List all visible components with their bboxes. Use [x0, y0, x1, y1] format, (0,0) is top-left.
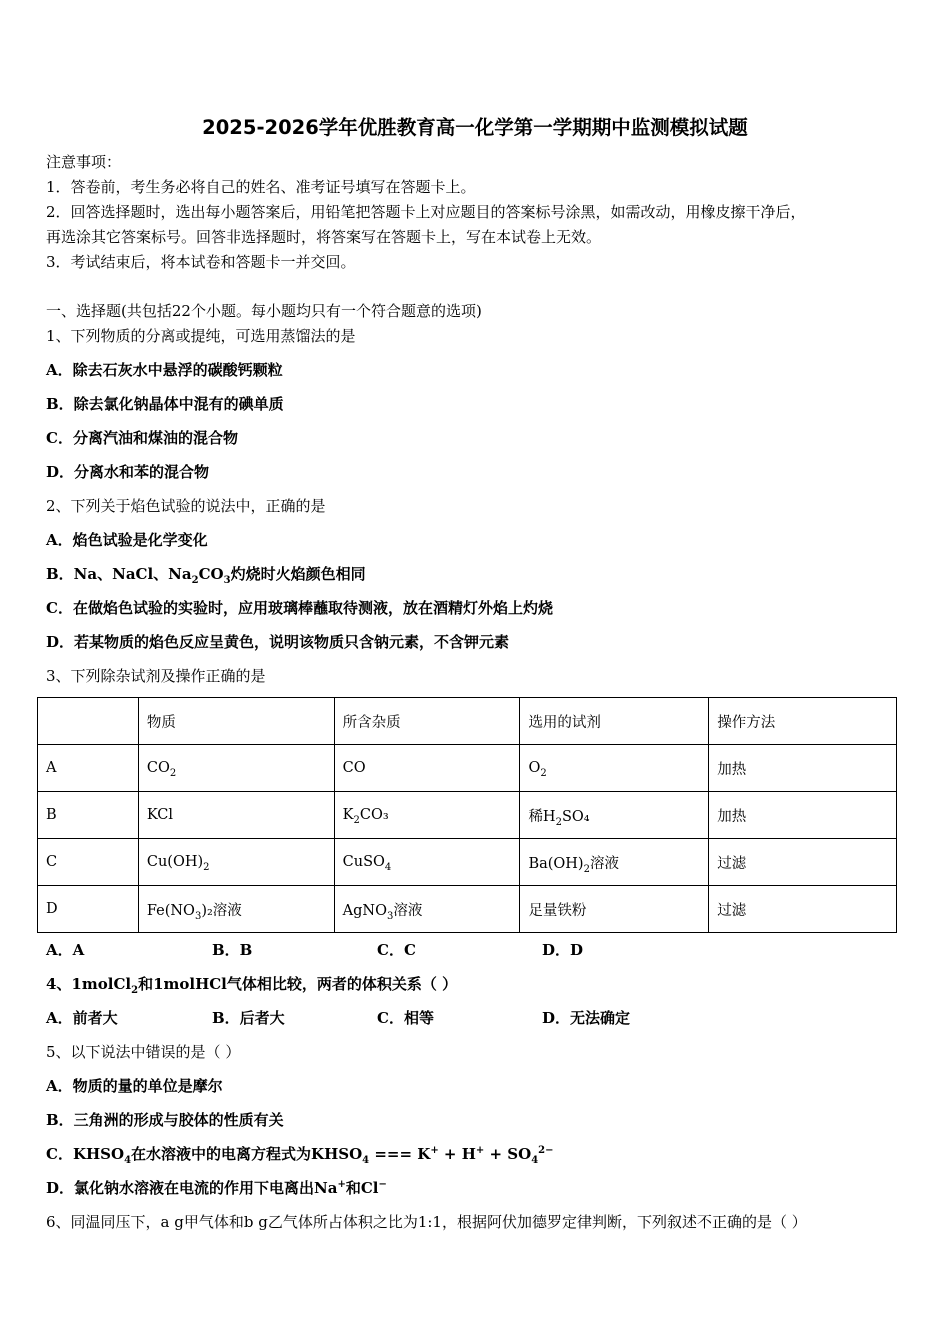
- row-label: D: [38, 886, 139, 933]
- q4-option-b: B．后者大: [212, 1009, 285, 1027]
- q2-option-d: D．若某物质的焰色反应呈黄色，说明该物质只含钠元素，不含钾元素: [46, 633, 510, 651]
- q5-option-b: B．三角洲的形成与胶体的性质有关: [46, 1111, 284, 1129]
- notice-heading: 注意事项：: [46, 153, 122, 171]
- table-row: [38, 839, 897, 886]
- cell-substance: $Cu(OH)_2$: [138, 839, 334, 886]
- question-1-stem: 1、下列物质的分离或提纯，可选用蒸馏法的是: [46, 327, 356, 345]
- question-2-stem: 2、下列关于焰色试验的说法中，正确的是: [46, 497, 326, 515]
- cell-method: 过滤: [709, 886, 897, 933]
- q5-option-c: C．$KHSO_4$在水溶液中的电离方程式为$KHSO_4$ === $K^+ + H^+ + SO_4^{2-}$: [46, 1145, 554, 1166]
- table-header-cell: 所含杂质: [334, 698, 520, 745]
- cell-impurity: CO: [334, 745, 520, 792]
- table-header-cell: 选用的试剂: [520, 698, 709, 745]
- q1-option-b: B．除去氯化钠晶体中混有的碘单质: [46, 395, 284, 413]
- cell-reagent: 足量铁粉: [520, 886, 709, 933]
- cell-method: 过滤: [709, 839, 897, 886]
- q4-option-a: A．前者大: [46, 1009, 118, 1027]
- q1-option-c: C．分离汽油和煤油的混合物: [46, 429, 238, 447]
- cell-impurity: AgNO$_3$溶液: [334, 886, 520, 933]
- q1-option-a: A．除去石灰水中悬浮的碳酸钙颗粒: [46, 361, 283, 379]
- q1-option-d: D．分离水和苯的混合物: [46, 463, 210, 481]
- row-label: C: [38, 839, 139, 886]
- cell-substance: KCl: [138, 792, 334, 839]
- cell-impurity: $K_2CO_3$: [334, 792, 520, 839]
- question-3-stem: 3、下列除杂试剂及操作正确的是: [46, 667, 266, 685]
- q5-option-a: A．物质的量的单位是摩尔: [46, 1077, 223, 1095]
- cell-substance: $Fe(NO_3)_2$溶液: [138, 886, 334, 933]
- q2-option-c: C．在做焰色试验的实验时，应用玻璃棒蘸取待测液，放在酒精灯外焰上灼烧: [46, 599, 553, 617]
- q5-option-d: D．氯化钠水溶液在电流的作用下电离出Na+和Cl−: [46, 1179, 387, 1197]
- q4-option-d: D．无法确定: [542, 1009, 631, 1027]
- question-5-stem: 5、以下说法中错误的是（ ）: [46, 1043, 241, 1061]
- page-title: 2025-2026学年优胜教育高一化学第一学期期中监测模拟试题: [202, 116, 748, 139]
- q3-option-a: A．A: [46, 941, 85, 959]
- cell-reagent: $O_2$: [520, 745, 709, 792]
- cell-reagent: 稀$H_2SO_4$: [520, 792, 709, 839]
- notice-item-3: 3．考试结束后，将本试卷和答题卡一并交回。: [46, 253, 356, 271]
- cell-substance: $CO_2$: [138, 745, 334, 792]
- row-label: B: [38, 792, 139, 839]
- q4-option-c: C．相等: [377, 1009, 434, 1027]
- table-header-cell: 操作方法: [709, 698, 897, 745]
- cell-reagent: $Ba(OH)_2$溶液: [520, 839, 709, 886]
- notice-item-2-cont: 再选涂其它答案标号。回答非选择题时，将答案写在答题卡上，写在本试卷上无效。: [46, 228, 602, 246]
- table-row: [38, 792, 897, 839]
- table-header-cell: 物质: [138, 698, 334, 745]
- notice-item-1: 1．答卷前，考生务必将自己的姓名、准考证号填写在答题卡上。: [46, 178, 476, 196]
- table-header-cell: [38, 698, 139, 745]
- q3-table: [37, 697, 897, 933]
- q2-option-b: B．Na、NaCl、$Na_2CO_3$灼烧时火焰颜色相同: [46, 565, 366, 586]
- question-4-stem: 4、1molCl$_2$和1molHCl气体相比较，两者的体积关系（ ）: [46, 975, 458, 996]
- question-6-stem: 6、同温同压下，a g甲气体和b g乙气体所占体积之比为1:1，根据阿伏加德罗定律判断，下列叙述不正确的是（ ）: [46, 1213, 807, 1231]
- cell-method: 加热: [709, 745, 897, 792]
- q3-option-b: B．B: [212, 941, 253, 959]
- notice-item-2: 2．回答选择题时，选出每小题答案后，用铅笔把答题卡上对应题目的答案标号涂黑，如需改动，用橡皮擦干净后，: [46, 203, 806, 221]
- section-heading: 一、选择题(共包括22个小题。每小题均只有一个符合题意的选项): [46, 302, 482, 320]
- row-label: A: [38, 745, 139, 792]
- q3-option-c: C．C: [377, 941, 416, 959]
- table-row: [38, 745, 897, 792]
- table-header-row: [38, 698, 897, 745]
- cell-impurity: CuSO$_4$: [334, 839, 520, 886]
- q3-option-d: D．D: [542, 941, 584, 959]
- cell-method: 加热: [709, 792, 897, 839]
- table-row: [38, 886, 897, 933]
- q2-option-a: A．焰色试验是化学变化: [46, 531, 208, 549]
